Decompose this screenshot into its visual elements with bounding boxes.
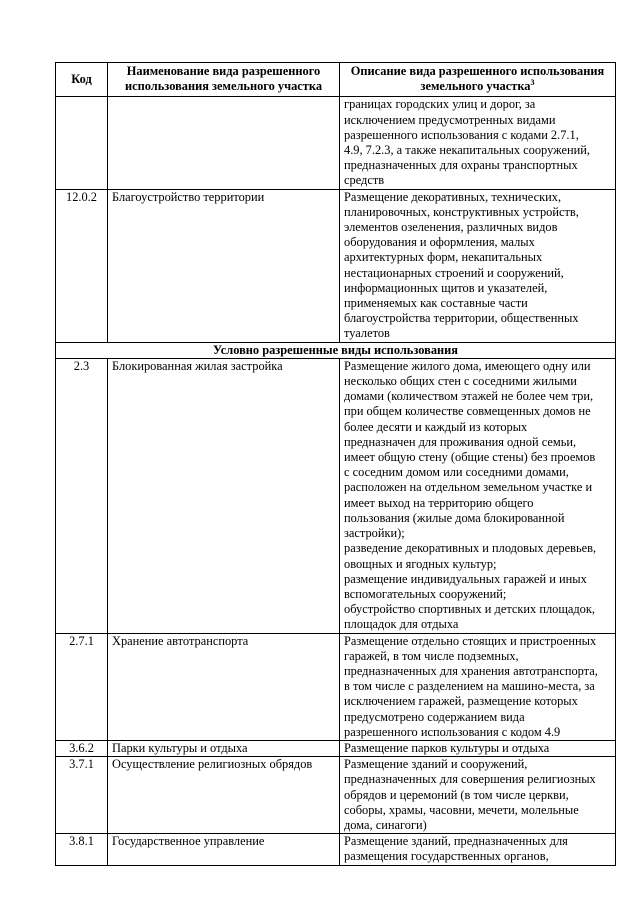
table-header-row <box>56 63 616 97</box>
row-code <box>56 97 108 189</box>
row-description: Размещение зданий, предназначенных для размещения государственных органов, <box>340 834 616 865</box>
row-name: Государственное управление <box>108 834 340 865</box>
row-code: 3.6.2 <box>56 740 108 756</box>
document-page <box>55 62 615 866</box>
table-row <box>56 358 616 633</box>
table-row <box>56 757 616 834</box>
row-name: Осуществление религиозных обрядов <box>108 757 340 834</box>
row-code: 3.7.1 <box>56 757 108 834</box>
row-description: Размещение декоративных, технических, планировочных, конструктивных устройств, элементов озеленения, различных видов оборудования и оформления, малых архитектурных форм, некапитальных нестационарных строений и сооружений, информационных щитов и указателей, применяемых как составные части благоустройства территории, общественных туалетов <box>340 189 616 342</box>
section-title: Условно разрешенные виды использования <box>56 342 616 358</box>
row-description: Размещение зданий и сооружений, предназначенных для совершения религиозных обрядов и церемоний (в том числе церкви, соборы, храмы, часовни, мечети, молельные дома, синагоги) <box>340 757 616 834</box>
section-row <box>56 342 616 358</box>
header-code: Код <box>56 63 108 97</box>
row-description: Размещение отдельно стоящих и пристроенных гаражей, в том числе подземных, предназначенных для хранения автотранспорта, в том числе с разделением на машино-места, за исключением гаражей, размещение которых предусмотрено содержанием вида разрешенного использования с кодом 4.9 <box>340 633 616 740</box>
table-row <box>56 97 616 189</box>
row-description: границах городских улиц и дорог, за исключением предусмотренных видами разрешенного использования с кодами 2.7.1, 4.9, 7.2.3, а также некапитальных сооружений, предназначенных для охраны транспортных средств <box>340 97 616 189</box>
row-name: Хранение автотранспорта <box>108 633 340 740</box>
header-description <box>340 63 616 97</box>
row-name: Блокированная жилая застройка <box>108 358 340 633</box>
row-name <box>108 97 340 189</box>
table-row <box>56 740 616 756</box>
header-description-text: Описание вида разрешенного использования земельного участка <box>350 64 605 94</box>
row-name: Парки культуры и отдыха <box>108 740 340 756</box>
table-row <box>56 834 616 865</box>
header-name: Наименование вида разрешенного использования земельного участка <box>108 63 340 97</box>
land-use-table <box>55 62 616 866</box>
row-description: Размещение парков культуры и отдыха <box>340 740 616 756</box>
row-code: 2.7.1 <box>56 633 108 740</box>
row-code: 12.0.2 <box>56 189 108 342</box>
row-code: 2.3 <box>56 358 108 633</box>
footnote-marker: 3 <box>530 78 535 88</box>
table-row <box>56 189 616 342</box>
table-row <box>56 633 616 740</box>
row-name: Благоустройство территории <box>108 189 340 342</box>
row-description: Размещение жилого дома, имеющего одну или несколько общих стен с соседними жилыми домами (количеством этажей не более чем три, при общем количестве совмещенных домов не более десяти и каждый из которых предназначен для проживания одной семьи, имеет общую стену (общие стены) без проемов с соседним домом или соседними домами, расположен на отдельном земельном участке и имеет выход на территорию общего пользования (жилые дома блокированной застройки); разведение декоративных и плодовых деревьев, овощных и ягодных культур; размещение индивидуальных гаражей и иных вспомогательных сооружений; обустройство спортивных и детских площадок, площадок для отдыха <box>340 358 616 633</box>
row-code: 3.8.1 <box>56 834 108 865</box>
